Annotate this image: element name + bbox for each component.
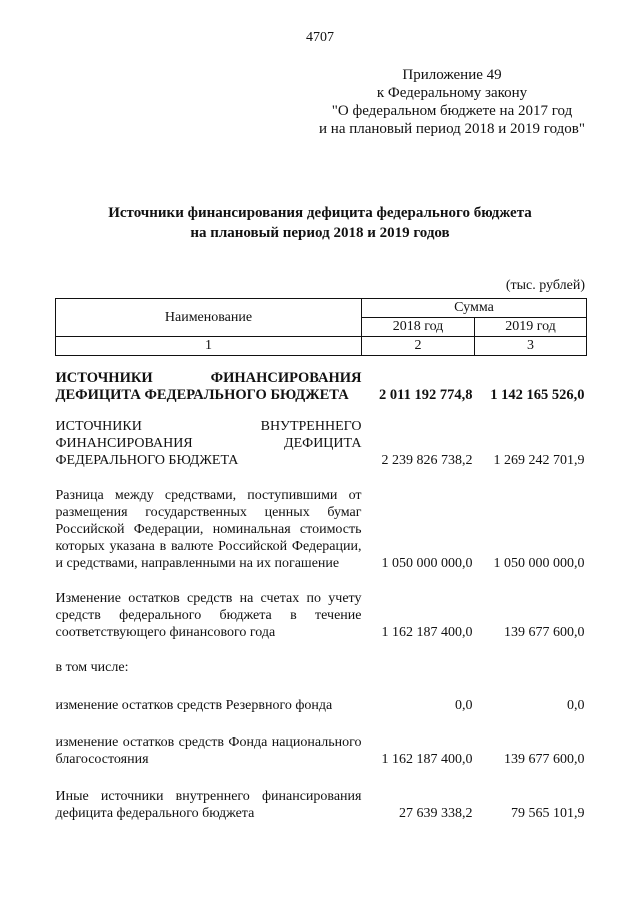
sources-table [55,298,587,822]
row-value-2018: 1 162 187 400,0 [381,625,473,640]
page-number: 4707 [306,30,334,45]
row-value-2019: 139 677 600,0 [504,625,585,640]
row-value-2019 [475,659,587,676]
row-name: изменение остатков средств Фонда национального благосостояния [55,735,362,767]
header-col-number: 1 [56,337,362,356]
header-col-number: 3 [475,337,587,356]
title-line: Источники финансирования дефицита федерального бюджета [108,205,532,221]
table-row [56,788,587,822]
table-row [56,487,587,572]
annex-line: Приложение 49 [402,67,502,83]
row-value-2018: 1 050 000 000,0 [381,556,473,571]
header-sum: Сумма [362,299,587,318]
row-name: в том числе: [55,660,129,675]
row-name: ИСТОЧНИКИ ВНУТРЕННЕГО ФИНАНСИРОВАНИЯ ДЕФИЦИТА ФЕДЕРАЛЬНОГО БЮДЖЕТА [55,419,362,468]
table-row [56,418,587,469]
units-label: (тыс. рублей) [505,278,585,293]
header-year-2019: 2019 год [475,318,587,337]
row-value-2019: 1 142 165 526,0 [490,387,585,403]
header-year-2018: 2018 год [362,318,475,337]
row-value-2019: 139 677 600,0 [504,752,585,767]
table-row [56,590,587,641]
annex-line: к Федеральному закону [376,85,528,101]
title-line: на плановый период 2018 и 2019 годов [190,225,450,241]
table-row [56,370,587,404]
row-value-2018: 27 639 338,2 [399,806,473,821]
table-row [56,734,587,768]
row-value-2018: 2 239 826 738,2 [381,453,473,468]
annex-block [319,66,585,138]
row-value-2018: 2 011 192 774,8 [379,387,473,403]
document-title [0,203,640,243]
row-value-2019: 0,0 [567,698,585,713]
row-value-2019: 79 565 101,9 [511,806,585,821]
row-name: изменение остатков средств Резервного фонда [55,698,333,713]
row-value-2019: 1 050 000 000,0 [493,556,585,571]
header-name: Наименование [56,299,362,337]
table-row [56,697,587,714]
header-col-number: 2 [362,337,475,356]
row-name: ИСТОЧНИКИ ФИНАНСИРОВАНИЯ ДЕФИЦИТА ФЕДЕРАЛЬНОГО БЮДЖЕТА [55,370,362,403]
table-row [56,659,587,676]
row-value-2018: 0,0 [455,698,473,713]
row-name: Изменение остатков средств на счетах по учету средств федерального бюджета в течение соответствующего финансового года [55,591,362,640]
row-value-2018: 1 162 187 400,0 [381,752,473,767]
row-value-2018 [362,659,475,676]
row-value-2019: 1 269 242 701,9 [493,453,585,468]
row-name: Разница между средствами, поступившими от размещения государственных ценных бумаг Российской Федерации, номинальная стоимость которых указана в валюте Российской Федерации, и средствами, направленными на их погашение [55,488,362,571]
row-name: Иные источники внутреннего финансирования дефицита федерального бюджета [55,789,362,821]
annex-line: и на плановый период 2018 и 2019 годов" [319,121,585,137]
annex-line: "О федеральном бюджете на 2017 год [331,103,573,119]
